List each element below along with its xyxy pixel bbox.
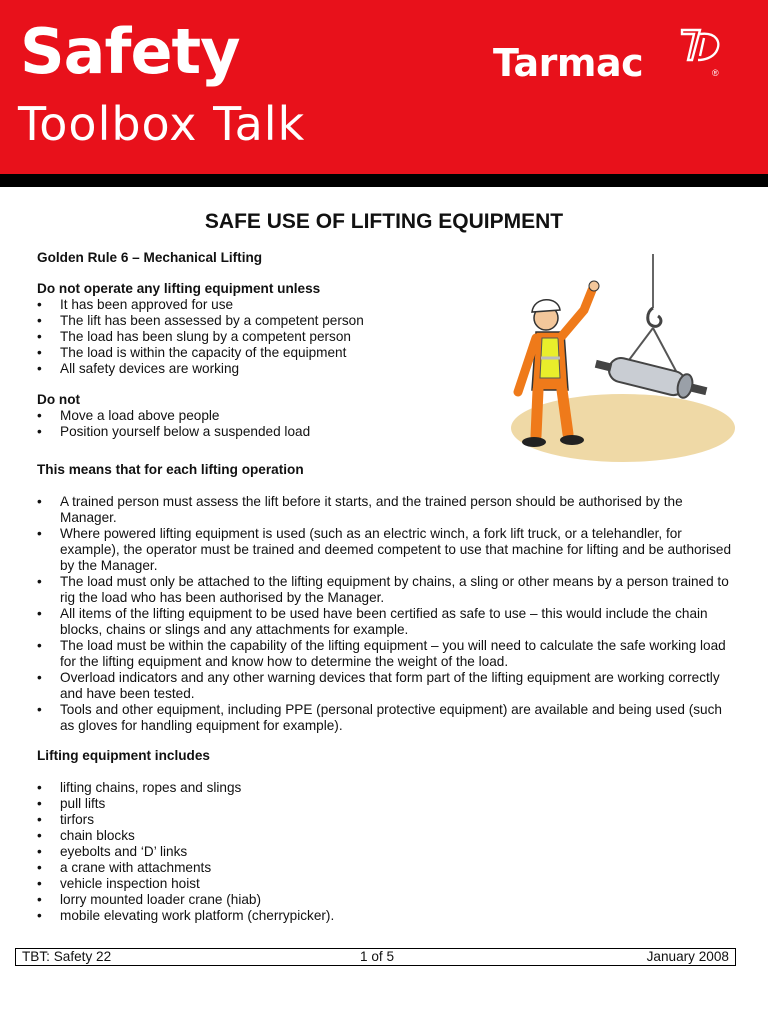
- header-title-toolbox-talk: Toolbox Talk: [18, 97, 306, 151]
- list-item: • Move a load above people: [37, 408, 737, 424]
- list-item: • The load must only be attached to the lifting equipment by chains, a sling or other means by a person trained to rig the load who has been authorised by the Manager.: [37, 574, 732, 606]
- list-item: • lorry mounted loader crane (hiab): [37, 892, 737, 908]
- golden-rule-heading: Golden Rule 6 – Mechanical Lifting: [37, 250, 263, 265]
- document-title: SAFE USE OF LIFTING EQUIPMENT: [204, 210, 564, 233]
- list-item: • All items of the lifting equipment to be used have been certified as safe to use – this would include the chain blocks, chains or slings and any attachments for example.: [37, 606, 732, 638]
- equipment-includes-list: [37, 780, 737, 924]
- tarmac-logo-text: Tarmac: [493, 41, 644, 85]
- header-divider-bar: [0, 174, 768, 187]
- list-item: • a crane with attachments: [37, 860, 737, 876]
- list-item: • The load must be within the capability of the lifting equipment – you will need to calculate the safe working load for the lifting equipment and know how to determine the weight of the load.: [37, 638, 732, 670]
- equipment-includes-heading: Lifting equipment includes: [37, 748, 210, 763]
- list-item: • eyebolts and ‘D’ links: [37, 844, 737, 860]
- page-footer: [15, 948, 736, 966]
- list-item: • The load has been slung by a competent person: [37, 329, 737, 345]
- tarmac-emblem-icon: [678, 26, 724, 62]
- list-item: • It has been approved for use: [37, 297, 737, 313]
- list-item: • lifting chains, ropes and slings: [37, 780, 737, 796]
- each-operation-heading: This means that for each lifting operation: [37, 462, 304, 477]
- list-item: • mobile elevating work platform (cherrypicker).: [37, 908, 737, 924]
- list-item: • vehicle inspection hoist: [37, 876, 737, 892]
- list-item: • tirfors: [37, 812, 737, 828]
- header-banner: [0, 0, 768, 174]
- footer-page-number: 1 of 5: [360, 949, 395, 964]
- list-item: • pull lifts: [37, 796, 737, 812]
- list-item: • Where powered lifting equipment is used (such as an electric winch, a fork lift truck, or a telehandler, for example), the operator must be trained and deemed competent to use that machine for lifting and be authorised by the Manager.: [37, 526, 732, 574]
- list-item: • chain blocks: [37, 828, 737, 844]
- footer-reference: TBT: Safety 22: [22, 949, 112, 964]
- list-item: • A trained person must assess the lift before it starts, and the trained person should be authorised by the Manager.: [37, 494, 732, 526]
- do-not-heading: Do not: [37, 392, 81, 407]
- do-not-operate-heading: Do not operate any lifting equipment unless: [37, 281, 321, 296]
- footer-date: January 2008: [646, 949, 729, 964]
- header-title-safety: Safety: [20, 15, 240, 88]
- each-operation-list: [37, 494, 732, 734]
- list-item: • Tools and other equipment, including PPE (personal protective equipment) are available and being used (such as gloves for handling equipment for example).: [37, 702, 732, 734]
- worker-lifting-illustration: [508, 250, 738, 465]
- registered-mark: ®: [712, 68, 719, 78]
- list-item: • Position yourself below a suspended load: [37, 424, 737, 440]
- list-item: • Overload indicators and any other warning devices that form part of the lifting equipment are working correctly and have been tested.: [37, 670, 732, 702]
- list-item: • All safety devices are working: [37, 361, 737, 377]
- list-item: • The lift has been assessed by a competent person: [37, 313, 737, 329]
- list-item: • The load is within the capacity of the equipment: [37, 345, 737, 361]
